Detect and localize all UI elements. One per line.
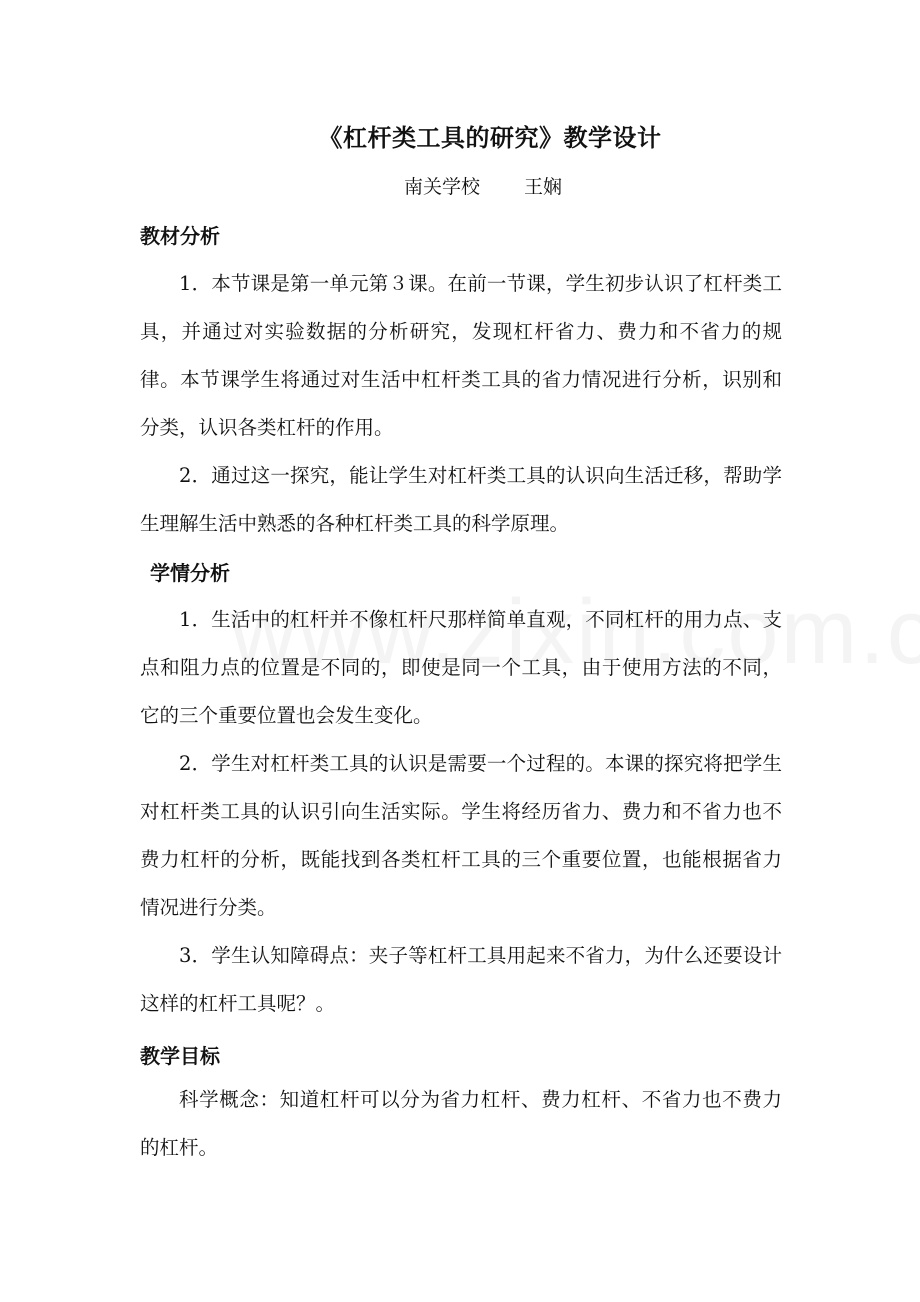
paragraph: 科学概念：知道杠杆可以分为省力杠杆、费力杠杆、不省力也不费力的杠杆。 [140,1088,782,1159]
paragraph: 3．学生认知障碍点：夹子等杠杆工具用起来不省力，为什么还要设计这样的杠杆工具呢？。 [140,944,782,1015]
paragraph: 2．学生对杠杆类工具的认识是需要一个过程的。本课的探究将把学生对杠杆类工具的认识引向生活实际。学生将经历省力、费力和不省力也不费力杠杆的分析，既能找到各类杠杆工具的三个重要位置，也能根据省力情况进行分类。 [140,752,782,919]
paragraph: 2．通过这一探究，能让学生对杠杆类工具的认识向生活迁移，帮助学生理解生活中熟悉的各种杠杆类工具的科学原理。 [140,464,782,535]
section-heading-teaching-objectives: 教学目标 [140,1044,220,1068]
paragraph: 1．本节课是第一单元第３课。在前一节课，学生初步认识了杠杆类工具，并通过对实验数据的分析研究，发现杠杆省力、费力和不省力的规律。本节课学生将通过对生活中杠杆类工具的省力情况进行分析，识别和分类，认识各类杠杆的作用。 [140,272,782,439]
section-heading-textbook-analysis: 教材分析 [140,224,220,248]
section-heading-learner-analysis: 学情分析 [150,561,230,585]
document-title: 《杠杆类工具的研究》教学设计 [318,123,662,152]
author-name: 王娴 [524,176,563,198]
school-name: 南关学校 [403,176,480,198]
author-line [0,172,920,199]
paragraph: 1．生活中的杠杆并不像杠杆尺那样简单直观，不同杠杆的用力点、支点和阻力点的位置是不同的，即使是同一个工具，由于使用方法的不同，它的三个重要位置也会发生变化。 [140,608,782,727]
